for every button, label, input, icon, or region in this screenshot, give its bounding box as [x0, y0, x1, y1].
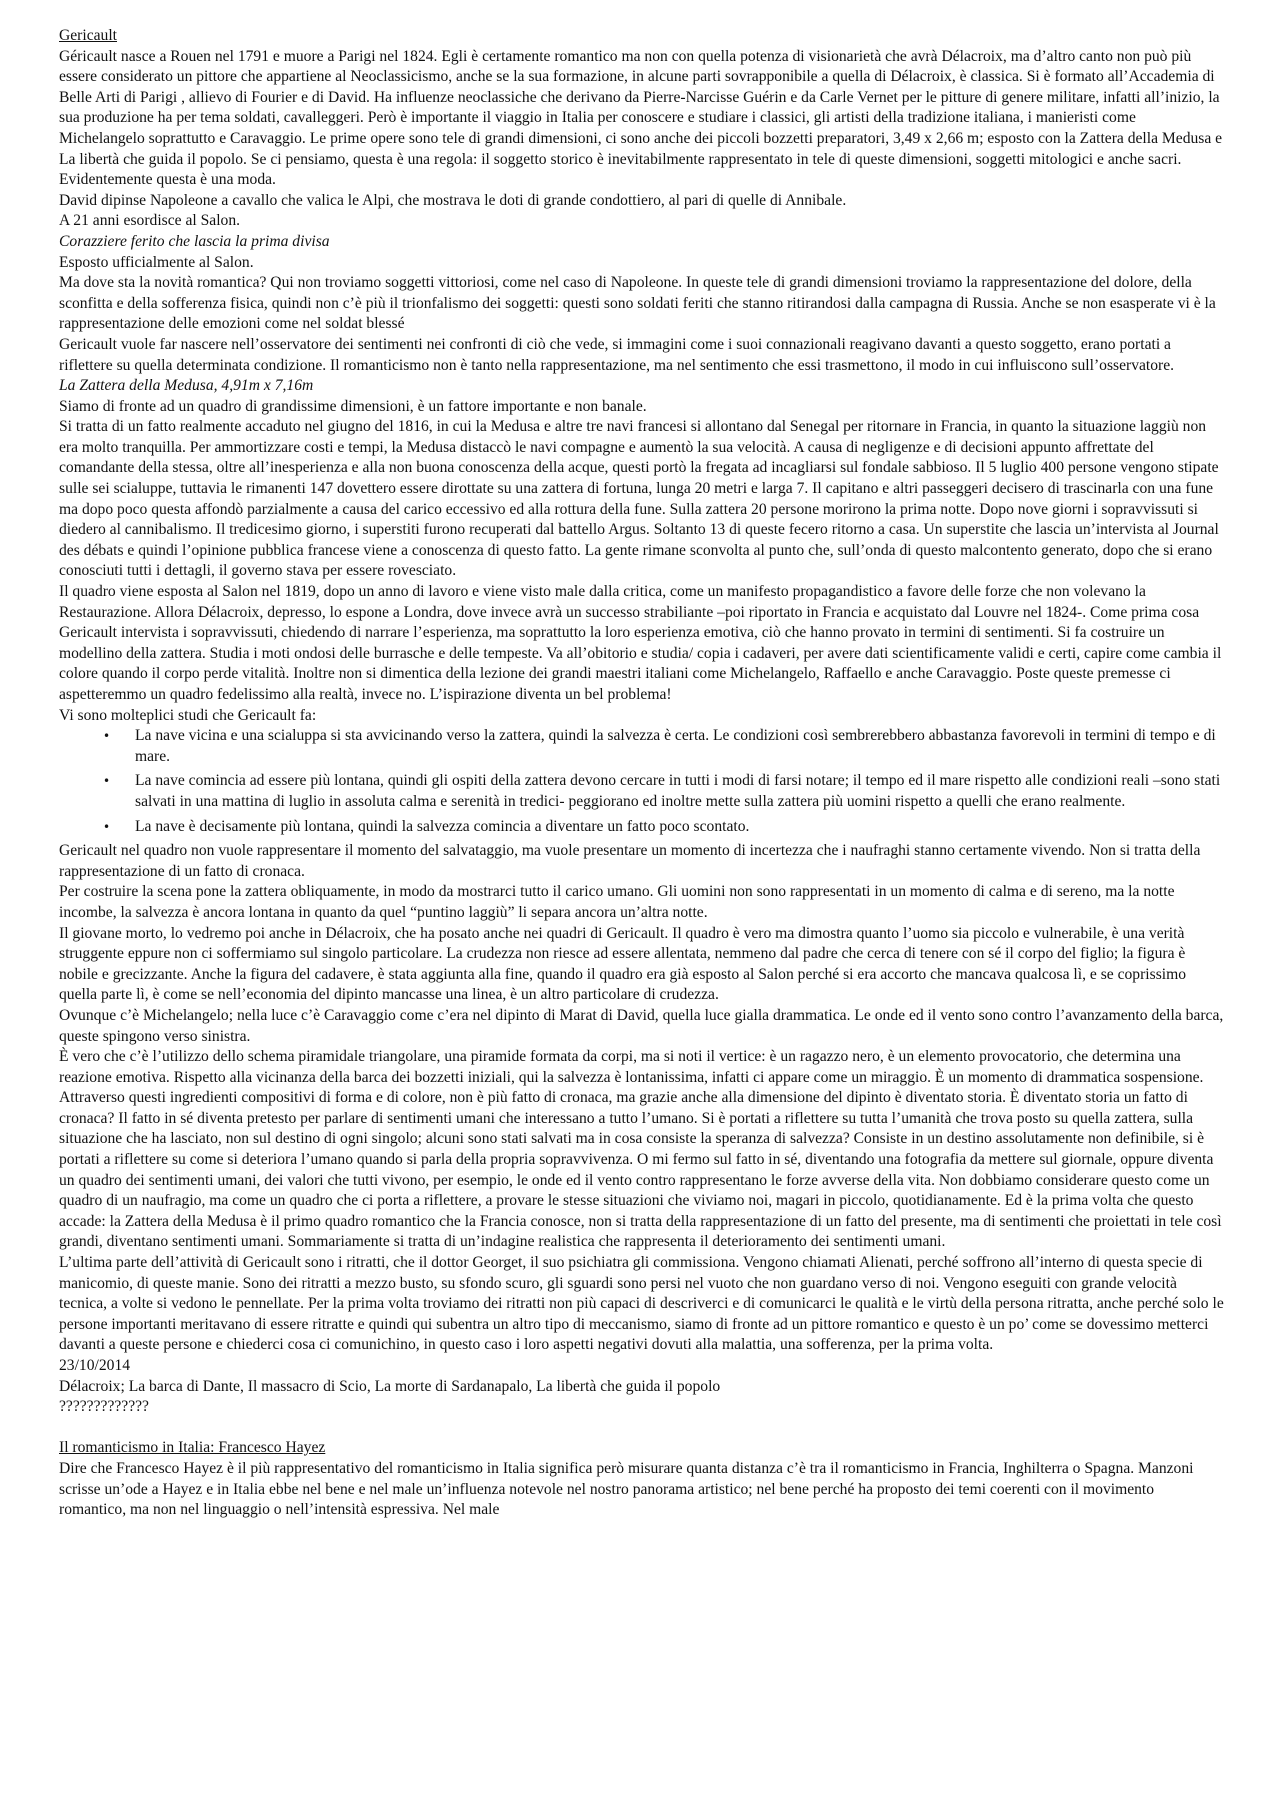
paragraph: Ma dove sta la novità romantica? Qui non troviamo soggetti vittoriosi, come nel caso di Napoleone. In queste tele di grandi dimensioni troviamo la rappresentazione del dolore, della sconfitta e della sofferenza fisica, quindi non c’è più il trionfalismo dei soggetti: questi sono soldati feriti che stanno ritirandosi dalla campagna di Russia. Anche se non esasperate vi è la rappresentazione delle emozioni come nel soldat blessé: [59, 274, 1216, 333]
blank-line: [59, 1418, 1224, 1439]
paragraph: Esposto ufficialmente al Salon.: [59, 253, 254, 271]
paragraph: A 21 anni esordisce al Salon.: [59, 212, 241, 230]
paragraph: Per costruire la scena pone la zattera obliquamente, in modo da mostrarci tutto il carico umano. Gli uomini non sono rappresentati in un momento di calma e di sereno, ma la notte incombe, la salvezza è ancora lontana in quanto da quel “puntino laggiù” li separa ancora un’altra notte.: [59, 883, 1175, 921]
list-item: [103, 726, 1224, 767]
paragraph: Délacroix; La barca di Dante, Il massacro di Scio, La morte di Sardanapalo, La libertà che guida il popolo: [59, 1377, 721, 1395]
paragraph: Vi sono molteplici studi che Gericault fa:: [59, 706, 317, 724]
paragraph: Gericault nel quadro non vuole rappresentare il momento del salvataggio, ma vuole presentare un momento di incertezza che i naufraghi stanno certamente vivendo. Non si tratta della rappresentazione di un fatto di cronaca.: [59, 842, 1201, 880]
paragraph: Il quadro viene esposta al Salon nel 1819, dopo un anno di lavoro e viene visto male dalla critica, come un manifesto propagandistico a favore delle forze che non volevano la Restaurazione. Allora Délacroix, depresso, lo espone a Londra, dove invece avrà un successo strabiliante –poi riportato in Francia e acquistato dal Louvre nel 1824-. Come prima cosa Gericault intervista i sopravvissuti, chiedendo di narrare l’esperienza, ma soprattutto la loro esperienza emotiva, ciò che hanno provato in termini di sentimenti. Si fa costruire un modellino della zattera. Studia i moti ondosi delle burrasche e delle tempeste. Va all’obitorio e studia/ copia i cadaveri, per avere dati scientificamente validi e certi, capire come cambia il colore quando il corpo perde vitalità. Inoltre non si dimentica della lezione dei grandi maestri italiani come Michelangelo, Raffaello e anche Caravaggio. Poste queste premesse ci aspetteremmo un quadro fedelissimo alla realtà, invece no. L’ispirazione diventa un bel problema!: [59, 583, 1222, 703]
paragraph: Gericault vuole far nascere nell’osservatore dei sentimenti nei confronti di ciò che vede, si immagini come i suoi connazionali reagivano davanti a questo soggetto, erano portati a riflettere su quella determinata condizione. Il romanticismo non è tanto nella rappresentazione, ma nel sentimento che essi trasmettono, il modo in cui influiscono sull’osservatore.: [59, 335, 1175, 374]
heading-hayez: Il romanticismo in Italia: Francesco Hayez: [59, 1439, 326, 1457]
bullet-icon: •: [103, 729, 111, 744]
paragraph: L’ultima parte dell’attività di Gericault sono i ritratti, che il dottor Georget, il suo psichiatra gli commissiona. Vengono chiamati Alienati, perché soffrono all’interno di questa specie di manicomio, di queste manie. Sono dei ritratti a mezzo busto, su sfondo scuro, gli sguardi sono persi nel vuoto che non guardano verso di noi. Vengono eseguiti con grande velocità tecnica, a volte si vedono le pennellate. Per la prima volta troviamo dei ritratti non più capaci di descriverci e di comunicarci le qualità e le virtù della persona ritratta, anche perché solo le persone importanti meritavano di essere ritratte e quindi qui subentra un altro tipo di meccanismo, siamo di fronte ad un pittore romantico e questo è un po’ come se dovessimo metterci davanti a queste persone e chiederci cosa ci comunichino, in questo caso i loro aspetti negativi dovuti alla malattia, una sofferenza, per la prima volta.: [59, 1254, 1224, 1354]
list-item-text: La nave comincia ad essere più lontana, quindi gli ospiti della zattera devono cercare in tutti i modi di farsi notare; il tempo ed il mare rispetto alle condizioni reali –sono stati salvati in una mattina di luglio in assoluta calma e serenità in tredici- peggiorano ed inoltre mette sulla zattera più uomini rispetto a quelli che erano realmente.: [135, 772, 1221, 810]
paragraph: Siamo di fronte ad un quadro di grandissime dimensioni, è un fattore importante e non banale.: [59, 397, 647, 415]
heading-corazziere: Corazziere ferito che lascia la prima divisa: [59, 232, 330, 250]
bullet-list: [59, 726, 1224, 837]
bullet-icon: •: [103, 774, 111, 789]
paragraph: È vero che c’è l’utilizzo dello schema piramidale triangolare, una piramide formata da corpi, ma si noti il vertice: è un ragazzo nero, è un elemento provocatorio, che determina una reazione emotiva. Rispetto alla vicinanza della barca dei bozzetti iniziali, qui la salvezza è lontanissima, infatti ci appare come un miraggio. È un momento di drammatica sospensione.: [59, 1048, 1204, 1086]
list-item: [103, 771, 1224, 812]
paragraph: Il giovane morto, lo vedremo poi anche in Délacroix, che ha posato anche nei quadri di Gericault. Il quadro è vero ma dimostra quanto l’uomo sia piccolo e vulnerabile, è una verità struggente eppure non ci soffermiamo sul singolo particolare. La crudezza non riesce ad essere allentata, nemmeno dal padre che cerca di tenere con sé il corpo del figlio; la figura è nobile e grecizzante. Anche la figura del cadavere, è stata aggiunta alla fine, quando il quadro era già esposto al Salon perché si era accorto che mancava qualcosa lì, e se coprissimo quella parte lì, è come se nell’economia del dipinto mancasse una linea, è un altro particolare di crudezza.: [59, 924, 1187, 1004]
paragraph: Attraverso questi ingredienti compositivi di forma e di colore, non è più fatto di cronaca, ma grazie anche alla dimensione del dipinto è diventato storia. È diventato storia un fatto di cronaca? Il fatto in sé diventa pretesto per parlare di sentimenti umani che interessano a tutto l’umano. Si è portati a riflettere su tutta l’umanità che trova posto su quella zattera, sulla situazione che ha lasciato, non sul destino di ogni singolo; alcuni sono stati salvati ma in cosa consiste la speranza di salvezza? Consiste in un destino assolutamente non definibile, si è portati a riflettere su come si deteriora l’umano quando si parla della propria sopravvivenza. O mi fermo sul fatto in sé, diventando una fotografia da mettere sul giornale, oppure diventa un quadro dei sentimenti umani, dei valori che tutti vivono, per esempio, le onde ed il vento contro rappresentano le forze avverse della vita. Non dobbiamo considerare questo come un quadro di un naufragio, ma come un quadro che ci porta a riflettere, a provare le stesse situazioni che viviamo noi, magari in piccolo, quotidianamente. Ed è la prima volta che questo accade: la Zattera della Medusa è il primo quadro romantico che la Francia conosce, non si tratta della rappresentazione di un fatto del presente, ma di sentimenti che proiettati in tele così grandi, diventano sentimenti umani. Sommariamente si tratta di un’indagine realistica che rappresenta il deterioramento dei sentimenti umani.: [59, 1089, 1222, 1251]
bullet-icon: •: [103, 819, 111, 834]
list-item: [103, 817, 1224, 838]
paragraph: Ovunque c’è Michelangelo; nella luce c’è Caravaggio come c’era nel dipinto di Marat di David, quella luce gialla drammatica. Le onde ed il vento sono contro l’avanzamento della barca, queste spingono verso sinistra.: [59, 1006, 1224, 1045]
list-item-text: La nave vicina e una scialuppa si sta avvicinando verso la zattera, quindi la salvezza è certa. Le condizioni così sembrerebbero abbastanza favorevoli in termini di tempo e di mare.: [135, 727, 1216, 765]
list-item-text: La nave è decisamente più lontana, quindi la salvezza comincia a diventare un fatto poco scontato.: [135, 817, 750, 835]
paragraph: David dipinse Napoleone a cavallo che valica le Alpi, che mostrava le doti di grande condottiero, al pari di quelle di Annibale.: [59, 191, 847, 209]
paragraph: Dire che Francesco Hayez è il più rappresentativo del romanticismo in Italia significa però misurare quanta distanza c’è tra il romanticismo in Francia, Inghilterra o Spagna. Manzoni scrisse un’ode a Hayez e in Italia ebbe nel bene e nel male un’influenza notevole nel nostro panorama artistico; nel bene perché ha proposto dei temi coerenti con il movimento romantico, ma non nel linguaggio o nell’intensità espressiva. Nel male: [59, 1459, 1194, 1519]
paragraph: Géricault nasce a Rouen nel 1791 e muore a Parigi nel 1824. Egli è certamente romantico ma non con quella potenza di visionarietà che avrà Délacroix, ma d’altro canto non può più essere considerato un pittore che appartiene al Neoclassicismo, anche se la sua formazione, in alcune parti sovrapponibile a quella di Délacroix, è classica. Si è formato all’Accademia di Belle Arti di Parigi , allievo di Fourier e di David. Ha influenze neoclassiche che derivano da Pierre-Narcisse Guérin e da Carle Vernet per le pitture di genere militare, infatti all’inizio, la sua produzione ha per tema soldati, cavalleggeri. Però è importante il viaggio in Italia per conoscere e studiare i classici, gli artisti della tradizione italiana, i manieristi come Michelangelo soprattutto e Caravaggio. Le prime opere sono tele di grandi dimensioni, ci sono anche dei piccoli bozzetti preparatori, 3,49 x 2,66 m; esposto con la Zattera della Medusa e La libertà che guida il popolo. Se ci pensiamo, questa è una regola: il soggetto storico è inevitabilmente rappresentato in tele di queste dimensioni, soggetti mitologici e anche sacri. Evidentemente questa è una moda.: [59, 47, 1223, 189]
heading-zattera: La Zattera della Medusa, 4,91m x 7,16m: [59, 377, 314, 395]
document-page: [59, 26, 1224, 1521]
heading-gericault: Gericault: [59, 27, 118, 44]
date-line: 23/10/2014: [59, 1357, 131, 1374]
paragraph: Si tratta di un fatto realmente accaduto nel giugno del 1816, in cui la Medusa e altre tre navi francesi si allontano dal Senegal per ritornare in Francia, in quanto la situazione laggiù non era molto tranquilla. Per ammortizzare costi e tempi, la Medusa distaccò le navi compagne e aumentò la sua velocità. A causa di negligenze e di decisioni appunto affrettate del comandante della stessa, oltre all’inesperienza e alla non buona conoscenza della acque, questi portò la fregata ad incagliarsi sul fondale sabbioso. Il 5 luglio 400 persone vengono stipate sulle sei scialuppe, tuttavia le rimanenti 147 dovettero essere dirottate su una zattera di fortuna, lunga 20 metri e larga 7. Il capitano e altri passeggeri decisero di trascinarla con una fune ma dopo poco questa affondò parzialmente a causa del carico eccessivo ed alla rottura della fune. Sulla zattera 20 persone morirono la prima notte. Dopo nove giorni i sopravvissuti si diedero al cannibalismo. Il tredicesimo giorno, i superstiti furono recuperati dal battello Argus. Soltanto 13 di queste fecero ritorno a casa. Un superstite che lascia un’intervista al Journal des débats e quindi l’opinione pubblica francese viene a conoscenza di questo fatto. La gente rimane sconvolta al punto che, sull’onda di questo malcontento generato, dopo che si erano conosciuti tutti i dettagli, il governo stava per essere rovesciato.: [59, 418, 1219, 580]
paragraph: ?????????????: [59, 1398, 149, 1416]
